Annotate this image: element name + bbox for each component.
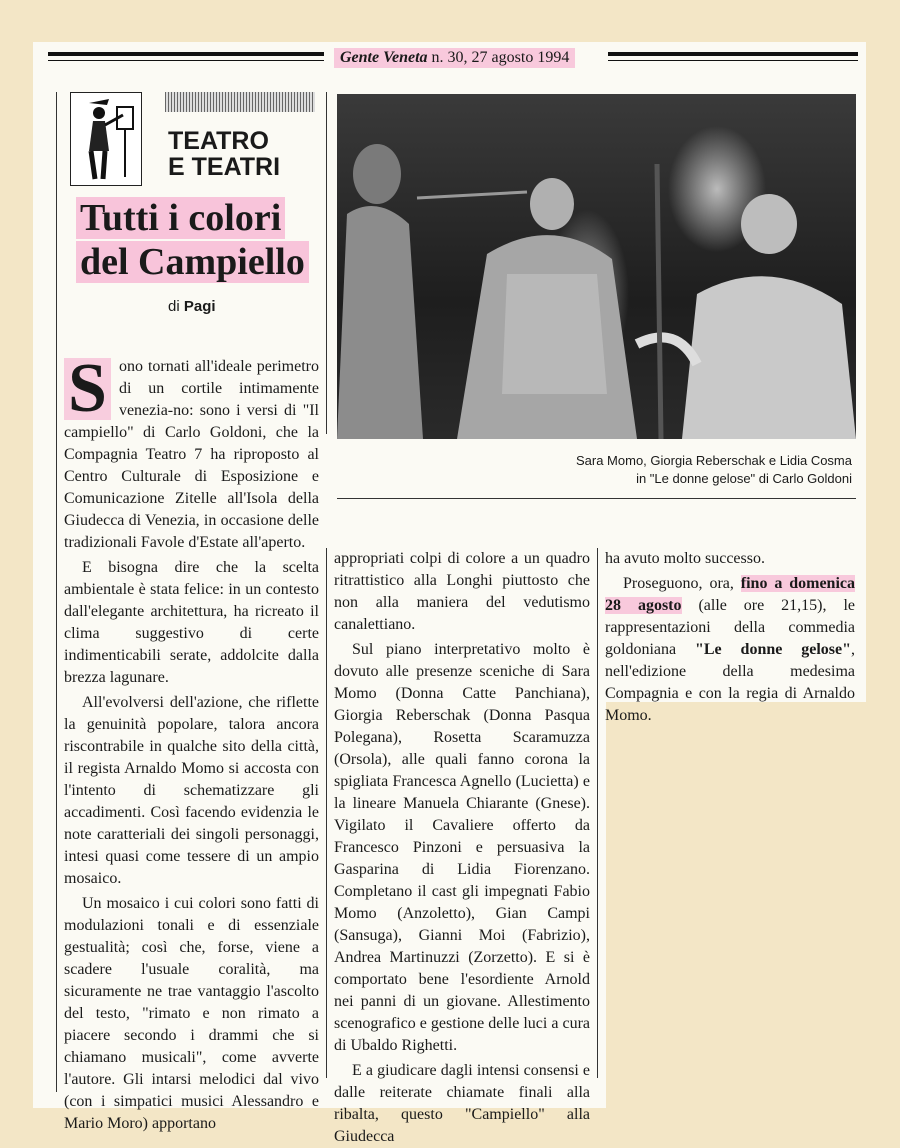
photo-caption (460, 452, 852, 488)
stage-photo (337, 94, 856, 439)
caption-line-2: in "Le donne gelose" di Carlo Goldoni (636, 471, 852, 486)
article-column-3 (605, 548, 855, 727)
paragraph: E a giudicare dagli intensi consensi e dalle reiterate chiamate finali alla ribalta, questo "Campiello" alla Giudecca (334, 1062, 590, 1145)
section-line-2: E TEATRI (168, 153, 281, 181)
byline-prefix: di (168, 298, 180, 315)
harlequin-figure-icon (70, 92, 142, 186)
issue-info: n. 30, 27 agosto 1994 (431, 49, 570, 66)
headline-line-2: del Campiello (76, 241, 309, 283)
section-line-1: TEATRO (168, 127, 269, 155)
drop-cap: S (64, 358, 111, 420)
masthead (334, 48, 575, 68)
paragraph: appropriati colpi di colore a un quadro ritrattistico alla Longhi piuttosto che non alla maniera del vedutismo canalettiano. (334, 550, 590, 633)
masthead-rule-right-thin (608, 60, 858, 61)
date-highlight: fino a domenica 28 agosto (605, 575, 855, 614)
section-hatch-bar (165, 92, 315, 112)
headline (76, 196, 316, 284)
byline (168, 298, 216, 315)
paragraph: S ono tornati all'ideale perimetro di un cortile intimamente venezia-no: sono i versi di "Il campiello" di Carlo Goldoni, che la Compagnia Teatro 7 ha riproposto al Centro Culturale di Esposizione e Comunicazione Zitelle all'Isola della Giudecca di Venezia, in occasione delle tradizionali Favole d'Estate all'aperto. (64, 350, 319, 551)
paragraph: ha avuto molto successo. (605, 550, 765, 567)
header-column-rule (326, 92, 327, 434)
caption-line-1: Sara Momo, Giorgia Reberschak e Lidia Cosma (575, 453, 852, 468)
paragraph: E bisogna dire che la scelta ambientale è stata felice: in un contesto dall'elegante architettura, ha ricreato il clima suggestivo di certe indimenticabili serate, addolcite dalla brezza lagunare. (64, 559, 319, 686)
masthead-rule-left (48, 52, 324, 56)
publication-name: Gente Veneta (340, 49, 428, 66)
caption-rule (337, 498, 856, 499)
paragraph: Sul piano interpretativo molto è dovuto alle presenze sceniche di Sara Momo (Donna Catte Panchiana), Giorgia Reberschak (Donna Pasqua Polegana), Rosetta Scaramuzza (Orsola), alle quali fanno corona la spigliata Francesca Agnello (Lucietta) e la lineare Manuela Chiarante (Gnese). Vigilato il Cavaliere offerto da Francesco Pinzoni e persuasiva la Gasparina di Lidia Fiorenzano. Completano il cast gli impegnati Fabio Momo (Anzoletto), Gian Campi (Sansuga), Gianni Moi (Fabrizio), Andrea Martinuzzi (Zorzetto). E si è comportato bene l'esordiente Arnold nei panni di un giovane. Allestimento scenografico e gestione delle luci a cura di Ubaldo Righetti. (334, 641, 590, 1054)
column-divider-1 (326, 548, 327, 1078)
paragraph: All'evolversi dell'azione, che riflette la genuinità popolare, talora ancora riscontrabile in qualche sito della città, il regista Arnaldo Momo si accosta con l'intento di schematizzare gli accadimenti. Così facendo evidenzia le note caratteriali dei singoli personaggi, intesi quasi come tessere di un ampio mosaico. (64, 694, 319, 887)
masthead-rule-left-thin (48, 60, 324, 61)
play-title: "Le donne gelose" (695, 641, 852, 658)
masthead-rule-right (608, 52, 858, 56)
paragraph: Proseguono, ora, fino a domenica 28 agosto (alle ore 21,15), le rappresentazioni della commedia goldoniana "Le donne gelose", nell'edizione della medesima Compagnia e con la regia di Arnaldo Momo. (605, 575, 856, 724)
column-divider-2 (597, 548, 598, 1078)
paragraph: Un mosaico i cui colori sono fatti di modulazioni tonali e di essenziale gestualità; così che, forse, viene a scadere l'usuale coralità, ma sicuramente ne trae vantaggio l'ascolto del testo, "rimato e non rimato a piacere secondo i drammi che si chiamano musicali", come avverte l'autore. Gli intarsi melodici dal vivo (con i simpatici musici Alessandro e Mario Moro) apportano (64, 895, 319, 1132)
section-title (168, 128, 280, 180)
article-column-2 (334, 548, 590, 1148)
byline-author: Pagi (183, 298, 216, 315)
headline-line-1: Tutti i colori (76, 197, 285, 239)
left-column-rule (56, 92, 57, 1092)
article-column-1 (64, 350, 319, 1135)
